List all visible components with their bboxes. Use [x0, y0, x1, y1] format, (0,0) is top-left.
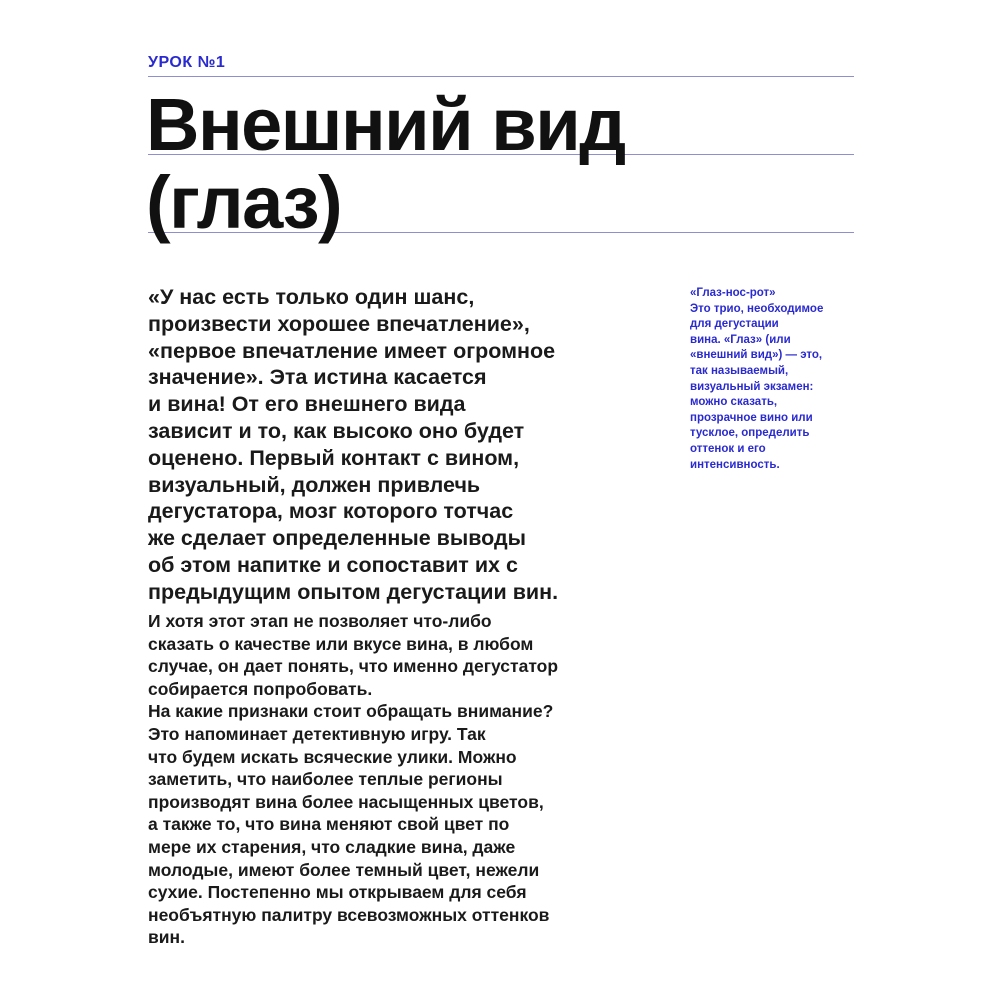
- lead-line: и вина! От его внешнего вида: [148, 392, 466, 417]
- body-line: а также то, что вина меняют свой цвет по: [148, 814, 510, 835]
- lead-line: произвести хорошее впечатление»,: [148, 311, 530, 336]
- body-line: молодые, имеют более темный цвет, нежели: [148, 859, 540, 880]
- body-line: мере их старения, что сладкие вина, даже: [148, 836, 516, 857]
- title-line: Внешний вид: [146, 83, 625, 166]
- body-line: На какие признаки стоит обращать внимание?: [148, 701, 554, 722]
- sidebar-line: Это трио, необходимое: [690, 302, 824, 315]
- sidebar-line: прозрачное вино или: [690, 411, 813, 424]
- sidebar-note: [690, 286, 870, 473]
- sidebar-line: интенсивность.: [690, 458, 780, 471]
- header-rule: [148, 76, 854, 77]
- body-line: случае, он дает понять, что именно дегустатор: [148, 656, 559, 677]
- title-line: (глаз): [146, 161, 342, 244]
- sidebar-line: так называемый,: [690, 364, 789, 377]
- lead-paragraph: [148, 284, 628, 606]
- lead-line: об этом напитке и сопоставит их с: [148, 552, 518, 577]
- lead-line: дегустатора, мозг которого тотчас: [148, 499, 514, 524]
- lead-line: значение». Эта истина касается: [148, 365, 487, 390]
- body-line: что будем искать всяческие улики. Можно: [148, 746, 517, 767]
- body-line: Это напоминает детективную игру. Так: [148, 723, 486, 744]
- body-line: вин.: [148, 927, 185, 948]
- lesson-label: УРОК №1: [148, 54, 226, 71]
- lead-line: «У нас есть только один шанс,: [148, 285, 475, 309]
- page-title: [146, 83, 625, 244]
- sidebar-line: можно сказать,: [690, 396, 778, 409]
- sidebar-line: оттенок и его: [690, 442, 766, 455]
- body-line: заметить, что наиболее теплые регионы: [148, 769, 503, 790]
- body-line: сказать о качестве или вкусе вина, в любом: [148, 633, 534, 654]
- lead-line: же сделает определенные выводы: [148, 526, 527, 551]
- body-line: собирается попробовать.: [148, 678, 373, 699]
- sidebar-line: для дегустации: [690, 318, 779, 331]
- lead-line: предыдущим опытом дегустации вин.: [148, 579, 559, 604]
- body-line: сухие. Постепенно мы открываем для себя: [148, 882, 527, 903]
- body-line: необъятную палитру всевозможных оттенков: [148, 904, 550, 925]
- sidebar-line: тусклое, определить: [690, 427, 810, 440]
- body-line: производят вина более насыщенных цветов,: [148, 791, 544, 812]
- lead-line: оценено. Первый контакт с вином,: [148, 445, 520, 470]
- sidebar-line: визуальный экзамен:: [690, 380, 814, 393]
- sidebar-line: вина. «Глаз» (или: [690, 333, 791, 346]
- sidebar-line: «внешний вид») — это,: [690, 349, 823, 362]
- lead-line: зависит и то, как высоко оно будет: [148, 418, 525, 443]
- body-line: И хотя этот этап не позволяет что-либо: [148, 611, 492, 631]
- lead-line: визуальный, должен привлечь: [148, 472, 481, 497]
- sidebar-heading: «Глаз-нос-рот»: [690, 287, 776, 299]
- lead-line: «первое впечатление имеет огромное: [148, 338, 556, 363]
- body-paragraph: [148, 610, 628, 949]
